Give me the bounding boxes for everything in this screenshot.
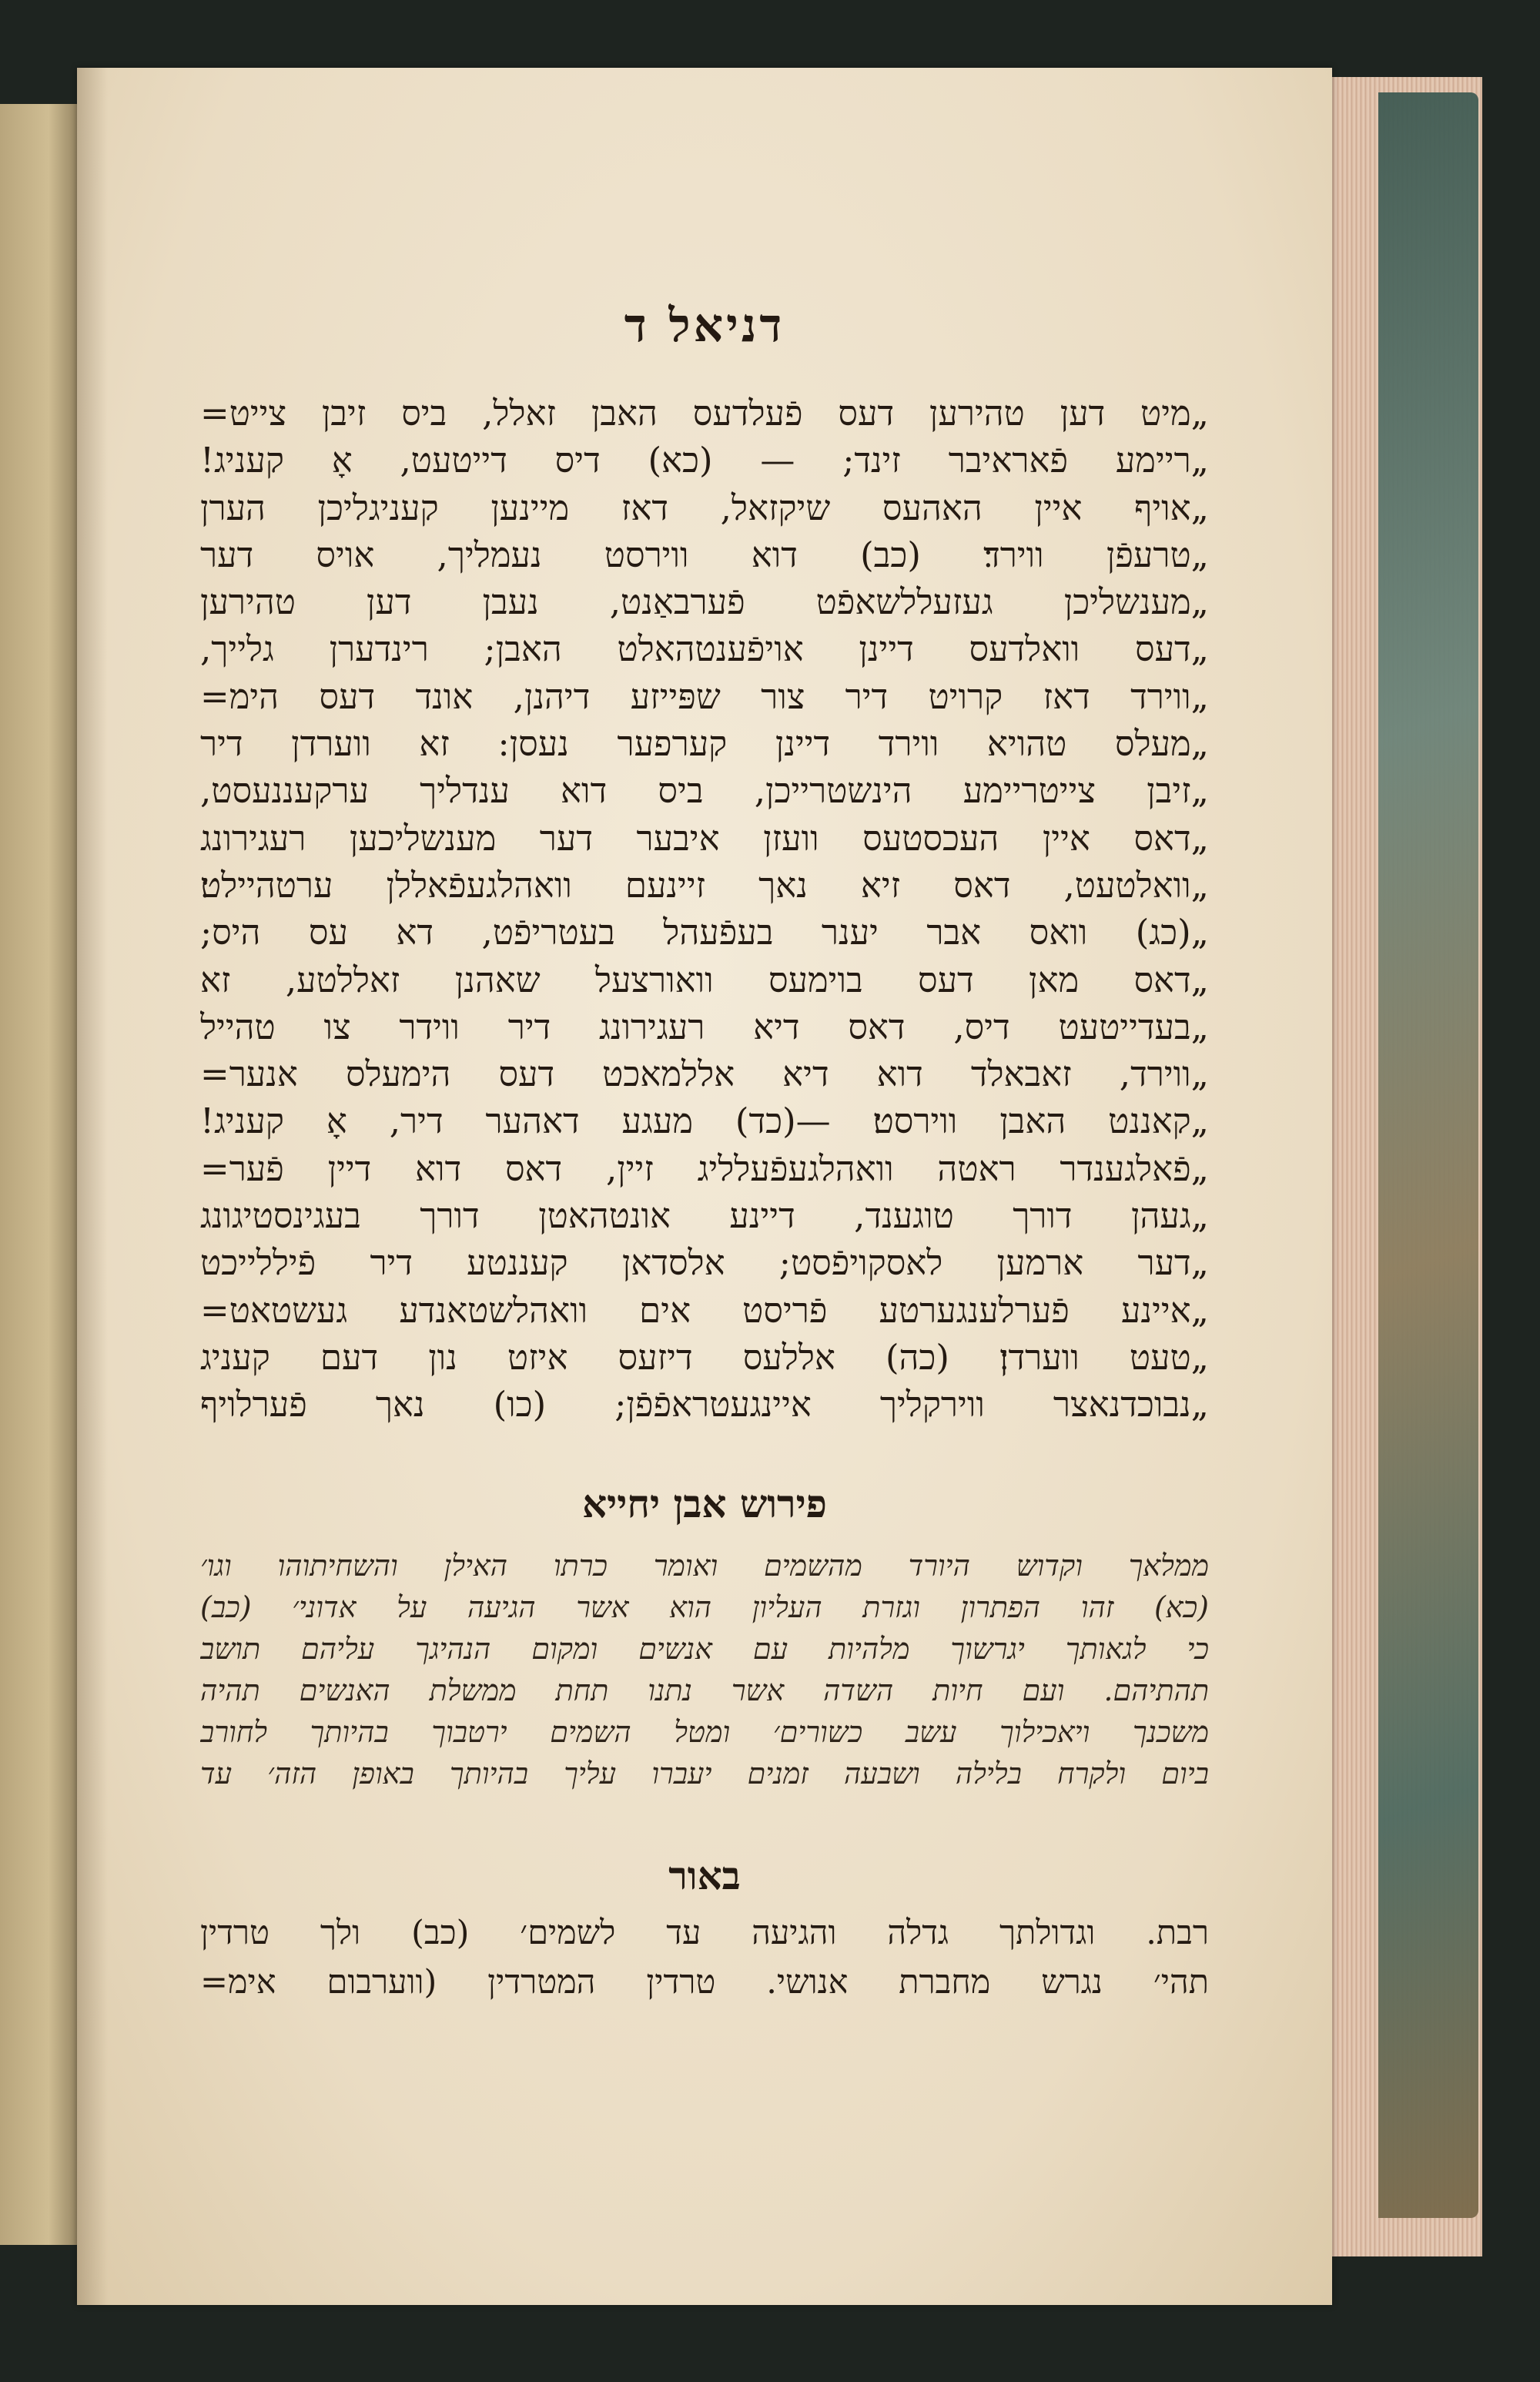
marbled-cover (1378, 92, 1478, 2218)
biur-heading: באור (668, 1853, 741, 1898)
main-text-line: „זיבן צייטריימע הינשטרייכן, ביס דוא ענדליך ערקעננעסט, (200, 770, 1209, 812)
main-text-line: „טעט ווערדן׃ (כה) אללעס דיזעס איזט נון דעם קעניג (200, 1336, 1209, 1378)
main-text-line: „(כג) וואס אבר יענר בעפֿעהל בעטריפֿט, דא עס היס; (200, 912, 1209, 953)
main-text-line: „מענשליכן געזעללשאפֿט פֿערבאַנט, נעבן דען טהירען (200, 581, 1209, 623)
main-text-line: „אויף איין האהעס שיקזאל, דאז מיינען קעניגליכן הערן (200, 487, 1209, 528)
main-text-line: „וואלטעט, דאס זיא נאך זיינעם וואהלגעפֿאללן ערטהיילט׃ (200, 864, 1209, 906)
commentary-line: ביום ולקרח בלילה ושבעה זמנים יעברו עליך בהיותך באופן הזה׳ עד (200, 1757, 1209, 1791)
main-text-line: „מיט דען טהירען דעס פֿעלדעס האבן זאלל, ביס זיבן צייט= (200, 393, 1209, 434)
main-text-line: „איינע פֿערלענגערטע פֿריסט אים וואהלשטאנדע געשטאט= (200, 1289, 1209, 1331)
main-text-line: „קאננט האבן ווירסט׃ —(כד) מעגע דאהער דיר, אָ קעניג! (200, 1101, 1209, 1142)
commentary-line: כי לגאותך יגרשוך מלהיות עם אנשים ומקום הנהיגך עליהם תושב (200, 1632, 1209, 1666)
gutter-shadow (77, 68, 108, 2305)
page-title: דניאל ד (624, 299, 785, 353)
main-text-line: „דאס איין העכסטעס וועזן איבער דער מענשליכען רעגירונג (200, 817, 1209, 859)
main-text-line: „ווירד, זאבאלד דוא דיא אללמאכט דעס הימעלס אנער= (200, 1054, 1209, 1095)
main-text-line: „דאס מאן דעס בוימעס וואורצעל שאהנן זאללטע, זא (200, 959, 1209, 1000)
main-text-line: „דער ארמען לאסקויפֿסט; אלסדאן קעננטע דיר פֿיללייכט (200, 1242, 1209, 1284)
biur-line: תהי׳ נגרש מחברת אנושי. טרדין המטרדין (ווערבום אימ= (200, 1963, 1209, 2002)
main-text-line: „ריימע פֿאראיבר זינד; — (כא) דיס דייטעט, אָ קעניג! (200, 440, 1209, 481)
main-text (200, 390, 1209, 1429)
commentary-line: משכנך ויאכילוך עשב כשורים׳ ומטל השמים ירטבוך בהיותך לחורב (200, 1715, 1209, 1749)
left-page-edge (0, 104, 81, 2245)
main-text-line: „דעס וואלדעס דיינן אויפֿענטהאלט האבן; רינדערן גלייך, (200, 628, 1209, 670)
main-text-line: „ווירד דאז קרויט דיר צור שפּייזע דיהנן, אונד דעס הימ= (200, 675, 1209, 717)
main-text-line: „מעלס טהויא ווירד דיינן קערפער נעסן: זא ווערדן דיר (200, 723, 1209, 765)
main-text-line: „בעדייטעט דיס, דאס דיא רעגירונג דיר ווידר צו טהייל (200, 1006, 1209, 1047)
biur-text (200, 1908, 1209, 2007)
main-text-line: „פֿאלגענדר ראטה וואהלגעפֿעלליג זיין, דאס דוא דיין פֿער= (200, 1147, 1209, 1189)
commentary-line: ממלאך וקדוש היורד מהשמים ואומר כרתו האילן והשחיתוהו וגו׳ (200, 1549, 1209, 1583)
biur-line: רבת. וגדולתך גדלה והגיעה עד לשמים׳ (כב) ולך טרדין (200, 1914, 1209, 1952)
main-text-line: „געהן דורך טוגענד, דיינע אונטהאטן דורך בעגינסטיגונג (200, 1195, 1209, 1237)
commentary-text (200, 1545, 1209, 1794)
main-text-line: „נבוכדנאצר ווירקליך איינגעטראפֿפֿן; (כו) נאך פֿערלויף (200, 1384, 1209, 1426)
commentary-heading: פירוש אבן יחייא (582, 1481, 827, 1526)
commentary-line: תהתיהם. ועם חיות השדה אשר נתנו תחת ממשלת האנשים תהיה (200, 1673, 1209, 1707)
book-page (77, 68, 1332, 2305)
commentary-line: (כא) זהו הפתרון וגזרת העליון הוא אשר הגיעה על אדוני׳ (כב) (200, 1590, 1209, 1624)
main-text-line: „טרעפֿן ווירד׃ (כב) דוא ווירסט נעמליך, אויס דער (200, 534, 1209, 575)
